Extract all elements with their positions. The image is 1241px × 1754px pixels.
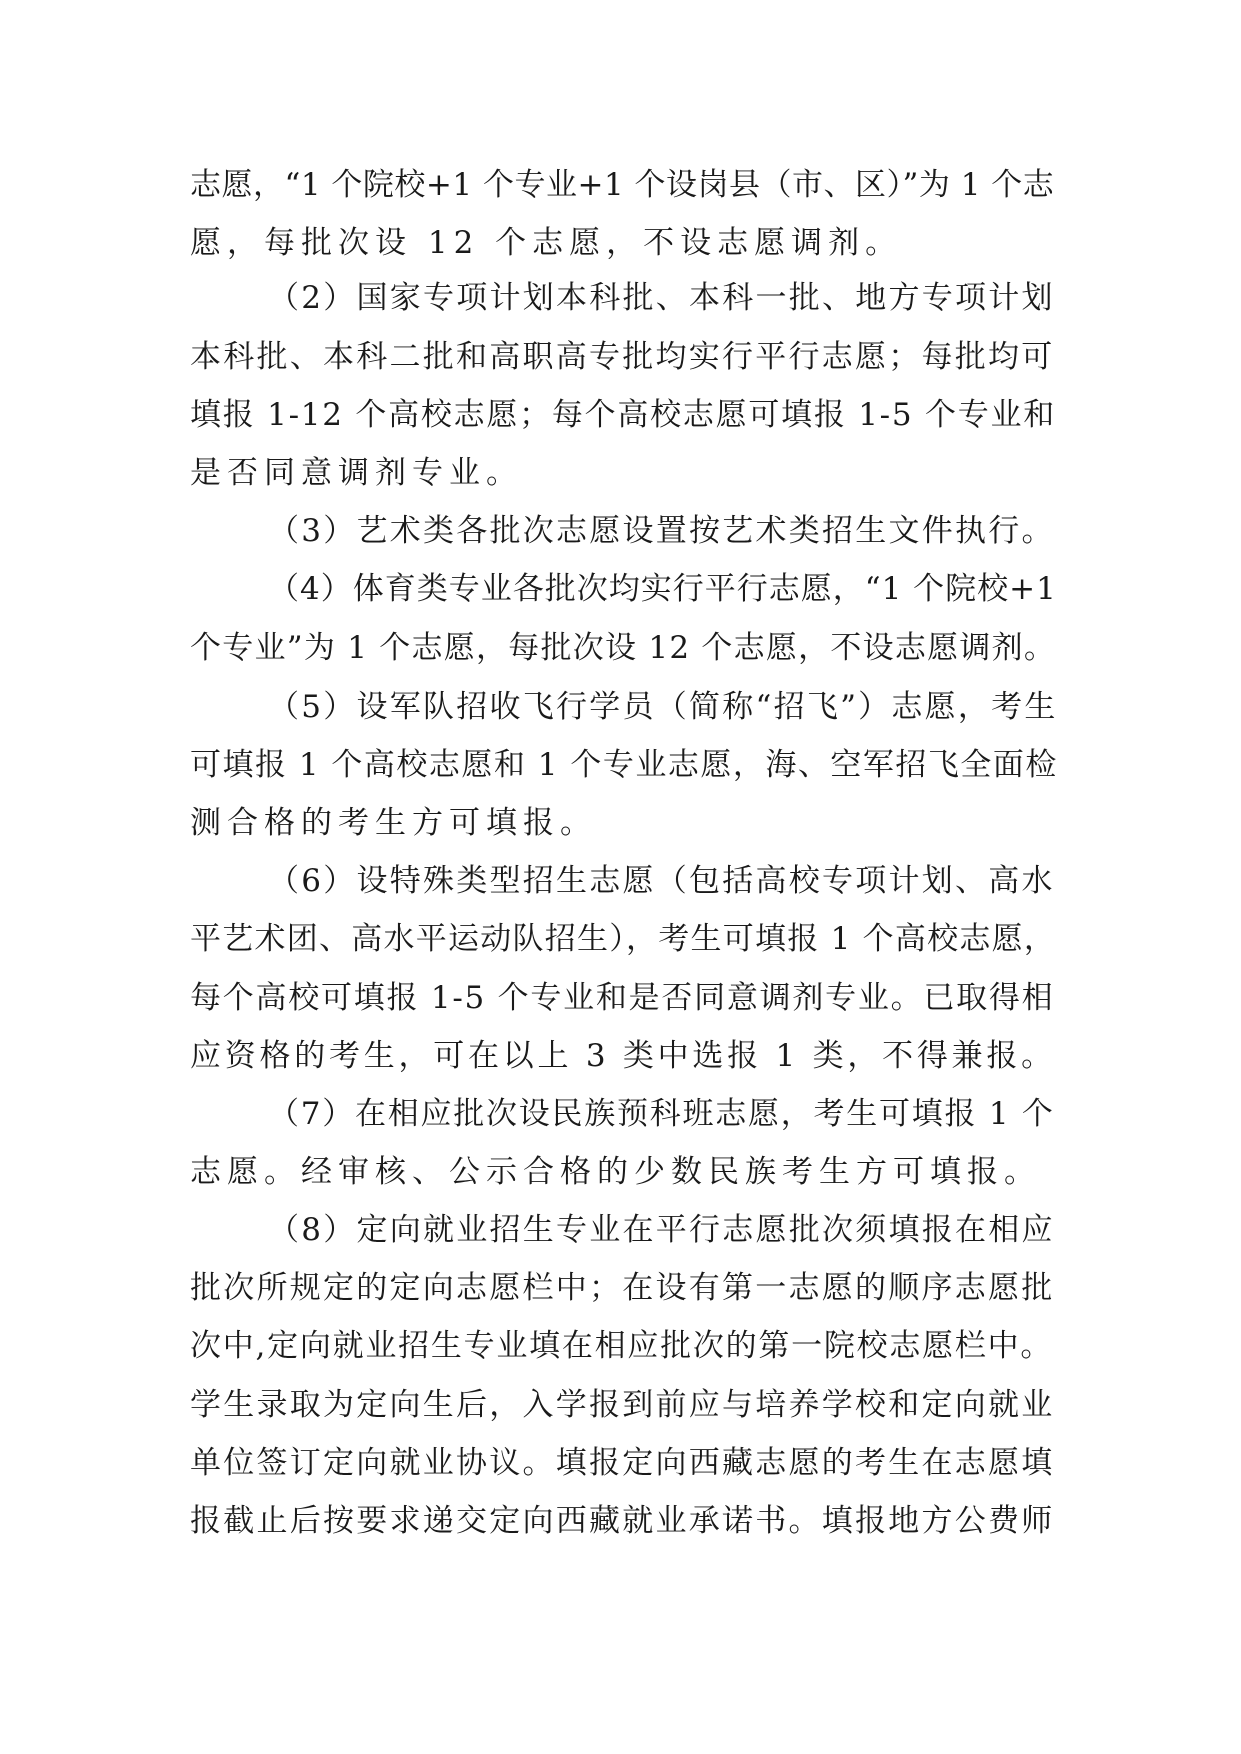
text-line: 本科批、本科二批和高职高专批均实行平行志愿；每批均可 — [190, 339, 1055, 375]
text-line: 个专业”为 1 个志愿，每批次设 12 个志愿，不设志愿调剂。 — [190, 630, 1057, 666]
text-line: 次中,定向就业招生专业填在相应批次的第一院校志愿栏中。 — [190, 1328, 1054, 1364]
text-line: （5）设军队招收飞行学员（简称“招飞”）志愿，考生 — [268, 689, 1058, 725]
text-line: 填报 1-12 个高校志愿；每个高校志愿可填报 1-5 个专业和 — [190, 397, 1056, 433]
text-line: 志愿，“1 个院校+1 个专业+1 个设岗县（市、区）”为 1 个志 — [190, 167, 1055, 203]
text-line: （2）国家专项计划本科批、本科一批、地方专项计划 — [268, 280, 1055, 316]
text-line: （3）艺术类各批次志愿设置按艺术类招生文件执行。 — [268, 513, 1055, 549]
text-line: 志愿。经审核、公示合格的少数民族考生方可填报。 — [190, 1154, 1041, 1190]
text-line: 平艺术团、高水平运动队招生），考生可填报 1 个高校志愿， — [190, 921, 1057, 957]
text-line: 是否同意调剂专业。 — [190, 455, 523, 491]
text-line: 报截止后按要求递交定向西藏就业承诺书。填报地方公费师 — [190, 1503, 1055, 1539]
text-line: （8）定向就业招生专业在平行志愿批次须填报在相应 — [268, 1212, 1055, 1248]
text-line: 愿，每批次设 12 个志愿，不设志愿调剂。 — [190, 225, 903, 261]
text-line: （4）体育类专业各批次均实行平行志愿，“1 个院校+1 — [268, 571, 1057, 607]
text-line: 可填报 1 个高校志愿和 1 个专业志愿，海、空军招飞全面检 — [190, 747, 1058, 783]
text-line: 学生录取为定向生后，入学报到前应与培养学校和定向就业 — [190, 1387, 1055, 1423]
text-line: 测合格的考生方可填报。 — [190, 805, 597, 841]
text-line: 批次所规定的定向志愿栏中；在设有第一志愿的顺序志愿批 — [190, 1270, 1055, 1306]
text-line: 应资格的考生，可在以上 3 类中选报 1 类，不得兼报。 — [190, 1038, 1056, 1074]
text-line: （7）在相应批次设民族预科班志愿，考生可填报 1 个 — [268, 1096, 1055, 1132]
text-line: 单位签订定向就业协议。填报定向西藏志愿的考生在志愿填 — [190, 1445, 1055, 1481]
text-line: （6）设特殊类型招生志愿（包括高校专项计划、高水 — [268, 863, 1055, 899]
text-line: 每个高校可填报 1-5 个专业和是否同意调剂专业。已取得相 — [190, 980, 1055, 1016]
